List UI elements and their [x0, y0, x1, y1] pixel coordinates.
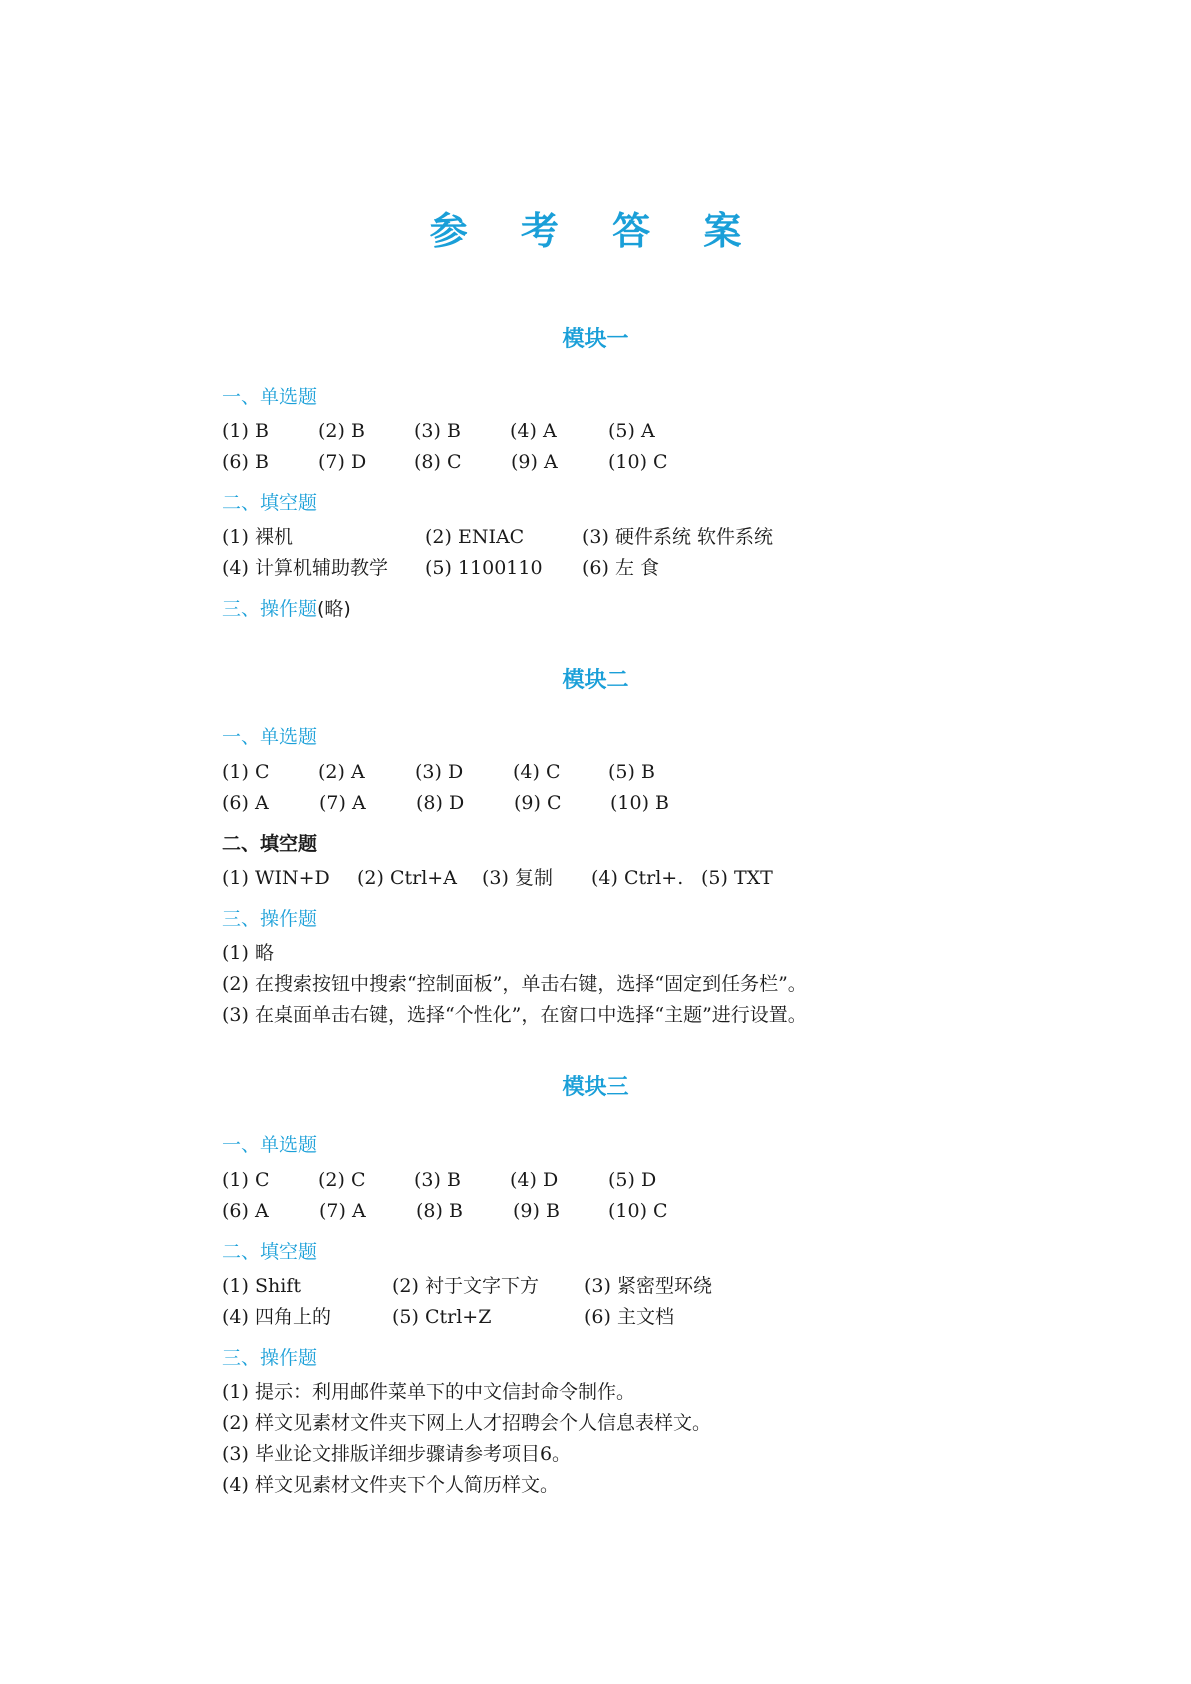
- operation-line: (1) 提示：利用邮件菜单下的中文信封命令制作。: [222, 1381, 635, 1403]
- module-heading-1: 模块一: [562, 327, 629, 352]
- answer-item: (4) D: [510, 1169, 559, 1191]
- answer-item: (4) 四角上的: [222, 1306, 331, 1328]
- answer-item: (1) C: [222, 1169, 270, 1191]
- answer-item: (4) Ctrl+.: [591, 867, 684, 889]
- section-fill-blank-2: 二、填空题: [222, 833, 318, 855]
- answer-item: (9) B: [513, 1200, 560, 1222]
- answer-item: (5) B: [608, 761, 655, 783]
- answer-item: (6) 左 食: [582, 557, 659, 579]
- answer-item: (10) B: [610, 792, 670, 814]
- section-fill-blank-1: 二、填空题: [222, 492, 318, 514]
- operation-line: (2) 样文见素材文件夹下网上人才招聘会个人信息表样文。: [222, 1412, 711, 1434]
- answer-item: (5) Ctrl+Z: [392, 1306, 492, 1328]
- operation-line: (2) 在搜索按钮中搜索“控制面板”，单击右键，选择“固定到任务栏”。: [222, 973, 807, 995]
- answer-item: (7) D: [318, 451, 367, 473]
- section-operation-3: 三、操作题: [222, 1347, 318, 1369]
- answer-item: (3) 复制: [482, 867, 553, 889]
- section-operation-label: 三、操作题: [222, 598, 318, 620]
- answer-item: (9) A: [511, 451, 558, 473]
- answer-item: (1) WIN+D: [222, 867, 330, 889]
- answer-item: (5) TXT: [701, 867, 773, 889]
- answer-item: (6) A: [222, 1200, 269, 1222]
- answer-item: (5) A: [608, 420, 655, 442]
- answer-item: (6) B: [222, 451, 269, 473]
- answer-item: (2) 衬于文字下方: [392, 1275, 539, 1297]
- answer-item: (3) 紧密型环绕: [584, 1275, 712, 1297]
- module-heading-2: 模块二: [562, 668, 629, 693]
- answer-item: (1) Shift: [222, 1275, 301, 1297]
- answer-item: (1) C: [222, 761, 270, 783]
- answer-item: (5) 1100110: [425, 557, 543, 579]
- answer-item: (8) B: [416, 1200, 463, 1222]
- page-title: 参 考 答 案: [429, 209, 762, 253]
- answer-item: (10) C: [608, 1200, 668, 1222]
- section-operation-1: [222, 594, 351, 621]
- answer-item: (2) B: [318, 420, 365, 442]
- answer-item: (10) C: [608, 451, 668, 473]
- answer-item: (1) 裸机: [222, 526, 293, 548]
- answer-item: (2) Ctrl+A: [357, 867, 457, 889]
- answer-item: (9) C: [514, 792, 562, 814]
- answer-item: (4) C: [513, 761, 561, 783]
- operation-line: (3) 毕业论文排版详细步骤请参考项目6。: [222, 1443, 572, 1465]
- answer-item: (4) 计算机辅助教学: [222, 557, 388, 579]
- answer-item: (7) A: [319, 1200, 366, 1222]
- answer-item: (2) ENIAC: [425, 526, 525, 548]
- answer-item: (8) D: [416, 792, 465, 814]
- answer-item: (8) C: [414, 451, 462, 473]
- answer-item: (3) B: [414, 420, 461, 442]
- section-operation-2: 三、操作题: [222, 908, 318, 930]
- answer-item: (1) B: [222, 420, 269, 442]
- answer-item: (7) A: [319, 792, 366, 814]
- answer-item: (4) A: [510, 420, 557, 442]
- answer-item: (6) A: [222, 792, 269, 814]
- operation-line: (3) 在桌面单击右键，选择“个性化”，在窗口中选择“主题”进行设置。: [222, 1004, 807, 1026]
- answer-item: (2) C: [318, 1169, 366, 1191]
- answer-item: (2) A: [318, 761, 365, 783]
- section-single-choice-2: 一、单选题: [222, 726, 318, 748]
- answer-item: (6) 主文档: [584, 1306, 674, 1328]
- module-heading-3: 模块三: [562, 1075, 629, 1100]
- answer-item: (3) D: [415, 761, 464, 783]
- answer-item: (3) B: [414, 1169, 461, 1191]
- operation-line: (1) 略: [222, 942, 274, 964]
- section-fill-blank-3: 二、填空题: [222, 1241, 318, 1263]
- section-single-choice-1: 一、单选题: [222, 386, 318, 408]
- answer-item: (3) 硬件系统 软件系统: [582, 526, 773, 548]
- operation-line: (4) 样文见素材文件夹下个人简历样文。: [222, 1474, 559, 1496]
- section-single-choice-3: 一、单选题: [222, 1134, 318, 1156]
- operation-note: (略): [317, 598, 351, 620]
- answer-item: (5) D: [608, 1169, 657, 1191]
